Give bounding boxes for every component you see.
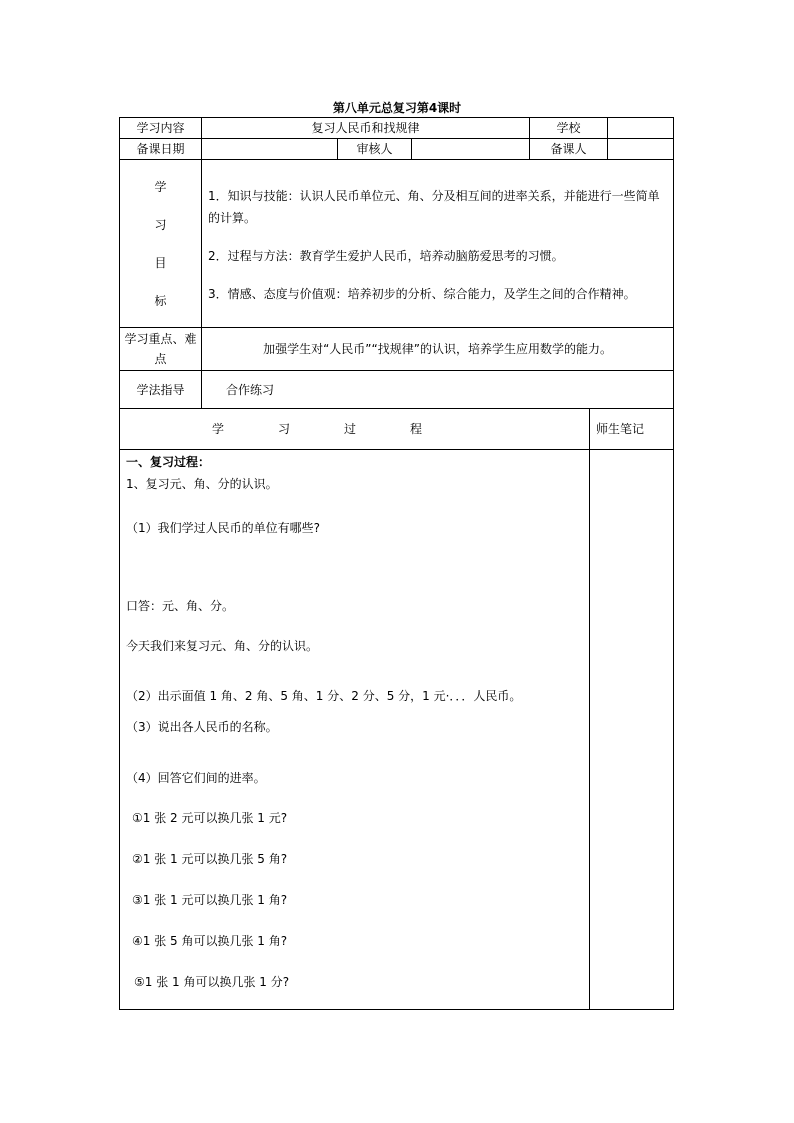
content-value: 复习人民币和找规律 (202, 118, 530, 139)
reviewer-label: 审核人 (338, 139, 412, 160)
preparer-value (608, 139, 674, 160)
row-process-header (120, 409, 674, 450)
process-line: ⑤1 张 1 角可以换几张 1 分? (134, 975, 290, 989)
process-header-char: 程 (410, 422, 423, 436)
process-line: 1、复习元、角、分的认识。 (126, 477, 278, 491)
method-label: 学法指导 (120, 371, 202, 409)
process-line: （2）出示面值 1 角、2 角、5 角、1 分、2 分、5 分，1 元·．．．人民币。 (126, 689, 522, 703)
objectives-label-char: 标 (154, 293, 167, 308)
row-process-body (120, 450, 674, 1010)
process-header-char: 习 (278, 422, 291, 436)
process-body (120, 450, 590, 1010)
process-line: 今天我们来复习元、角、分的认识。 (126, 639, 319, 653)
preparer-label: 备课人 (530, 139, 608, 160)
objectives-label-char: 习 (154, 217, 167, 232)
objectives-label (120, 160, 202, 328)
school-label: 学校 (530, 118, 608, 139)
notes-label: 师生笔记 (590, 409, 674, 450)
objective-item: 3．情感、态度与价值观：培养初步的分析、综合能力，及学生之间的合作精神。 (208, 286, 636, 301)
school-value (608, 118, 674, 139)
lesson-plan-table (119, 117, 674, 1010)
process-line: ④1 张 5 角可以换几张 1 角? (132, 934, 288, 948)
process-line: （4）回答它们间的进率。 (126, 771, 266, 785)
process-line: （3）说出各人民币的名称。 (126, 720, 278, 734)
process-header-char: 过 (344, 422, 357, 436)
row-objectives (120, 160, 674, 328)
process-header (120, 409, 590, 450)
row-prep (120, 139, 674, 160)
notes-body (590, 450, 674, 1010)
page-title: 第八单元总复习第4课时 (332, 101, 462, 115)
prep-date-label: 备课日期 (120, 139, 202, 160)
content-label: 学习内容 (120, 118, 202, 139)
prep-date-value (202, 139, 338, 160)
row-key-points (120, 328, 674, 371)
key-points-label: 学习重点、难点 (120, 328, 202, 371)
process-line: ③1 张 1 元可以换几张 1 角? (132, 893, 288, 907)
objective-item: 1．知识与技能：认识人民币单位元、角、分及相互间的进率关系，并能进行一些简单的计算。 (208, 188, 660, 225)
method-value: 合作练习 (202, 371, 674, 409)
section-title: 一、复习过程： (126, 455, 211, 469)
process-line: ②1 张 1 元可以换几张 5 角? (132, 852, 288, 866)
key-points-value: 加强学生对“人民币”“找规律”的认识，培养学生应用数学的能力。 (202, 328, 674, 371)
objectives-body (202, 160, 674, 328)
objectives-label-char: 目 (154, 255, 167, 270)
objectives-label-char: 学 (154, 179, 167, 194)
process-line: ①1 张 2 元可以换几张 1 元? (132, 811, 288, 825)
row-content (120, 118, 674, 139)
row-method (120, 371, 674, 409)
objective-item: 2．过程与方法：教育学生爱护人民币，培养动脑筋爱思考的习惯。 (208, 248, 564, 263)
process-line: （1）我们学过人民币的单位有哪些? (126, 521, 321, 535)
process-line: 口答：元、角、分。 (126, 599, 235, 613)
process-header-char: 学 (212, 422, 225, 436)
reviewer-value (412, 139, 530, 160)
